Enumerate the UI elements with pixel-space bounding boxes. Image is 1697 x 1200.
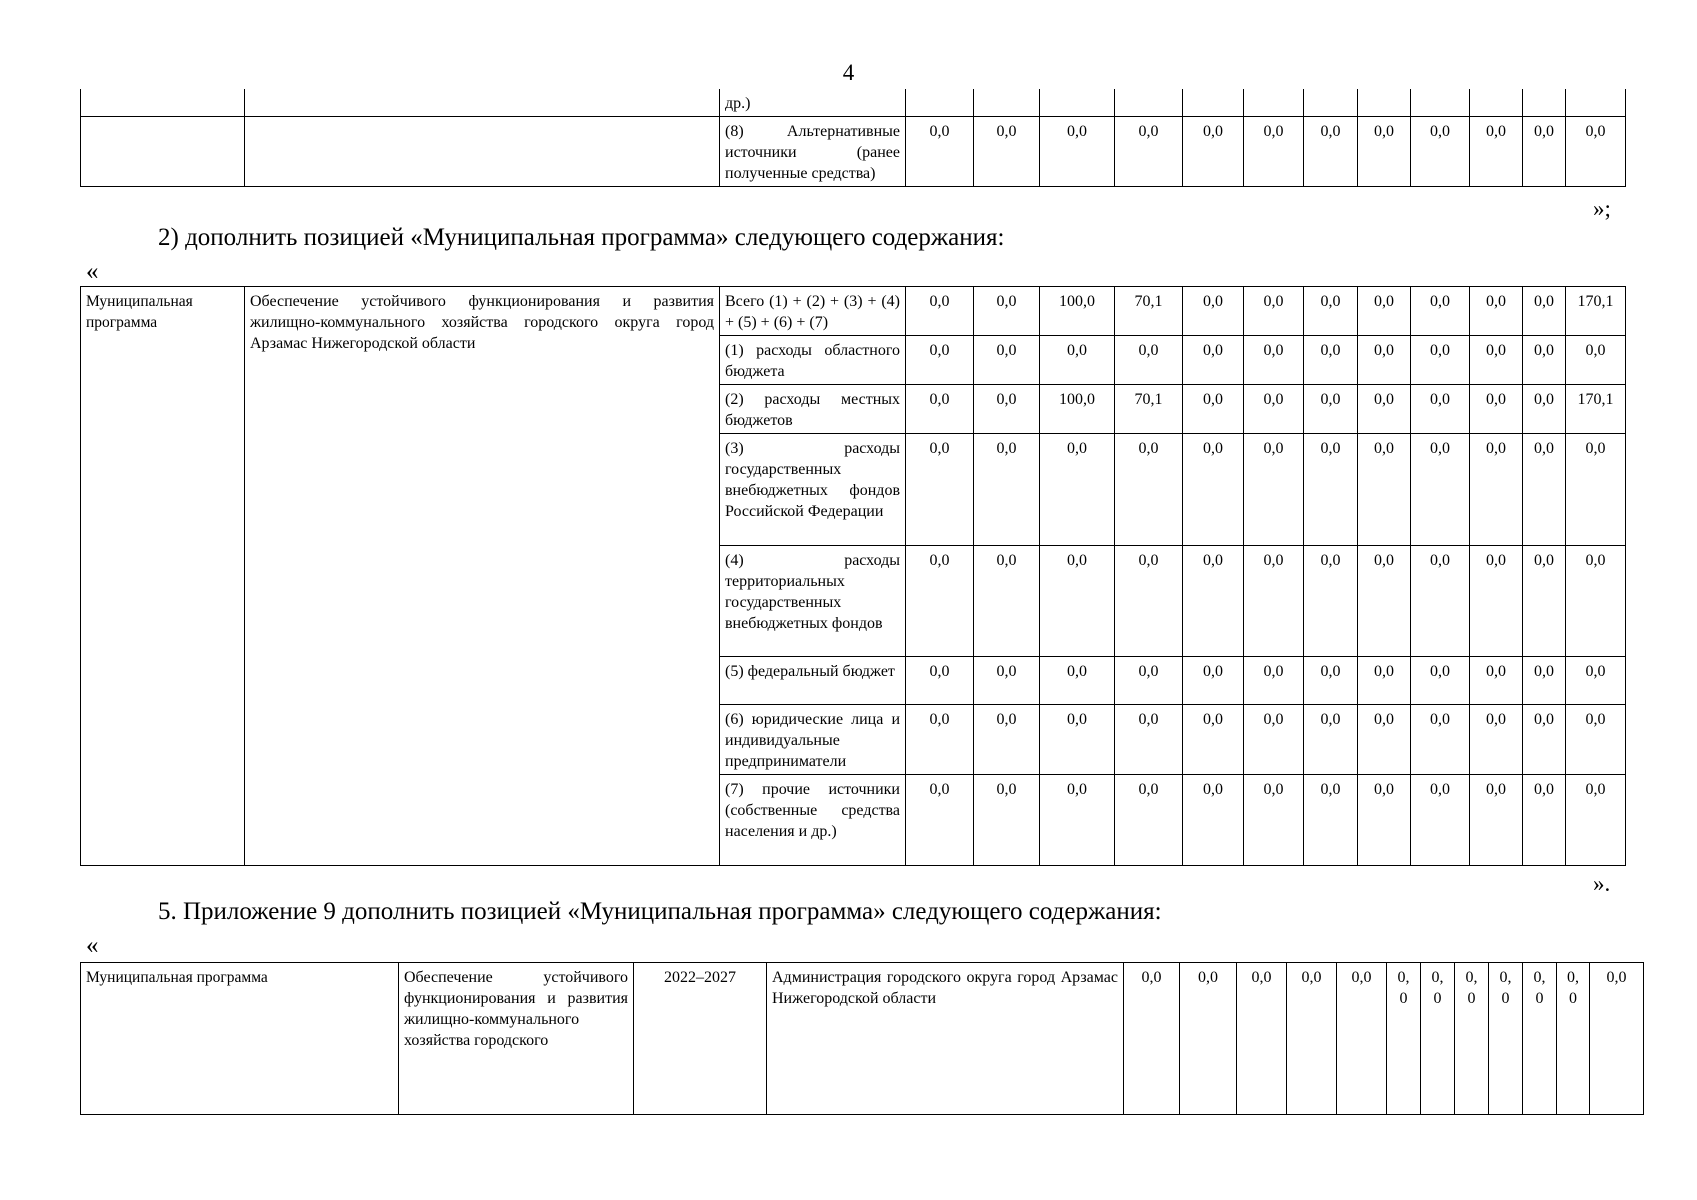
value-cell: 0,0	[974, 775, 1040, 866]
value-cell	[1244, 89, 1304, 117]
value-cell: 0,0	[1115, 657, 1183, 705]
value-cell: 0,0	[906, 775, 974, 866]
value-cell: 0,0	[1470, 385, 1523, 434]
value-cell: 0,0	[1237, 963, 1287, 1115]
value-cell: 0,0	[1180, 963, 1237, 1115]
value-cell: 0,0	[1566, 775, 1626, 866]
value-cell: 0,0	[1244, 775, 1304, 866]
value-cell: 0,0	[1523, 117, 1566, 187]
value-cell	[1358, 89, 1411, 117]
value-cell: 0,0	[1115, 117, 1183, 187]
value-cell: 0,0	[1523, 287, 1566, 336]
program-status: Муниципальная программа	[81, 963, 399, 1115]
table-cell	[81, 89, 245, 117]
value-cell: 0,0	[1523, 434, 1566, 546]
value-cell: 0,0	[1040, 434, 1115, 546]
value-cell: 0,0	[1470, 546, 1523, 657]
value-cell: 0,0	[1358, 546, 1411, 657]
value-cell: 0,0	[1244, 117, 1304, 187]
value-cell: 0,0	[1590, 963, 1644, 1115]
value-cell: 0,0	[1304, 385, 1358, 434]
value-cell	[1183, 89, 1244, 117]
value-cell: 0,0	[1470, 117, 1523, 187]
value-cell: 0,0	[1523, 705, 1566, 775]
value-cell: 70,1	[1115, 385, 1183, 434]
value-cell: 0,0	[906, 385, 974, 434]
value-cell: 0,0	[1411, 705, 1470, 775]
value-part: 0	[1467, 990, 1476, 1007]
program-name: Обеспечение устойчивого функционирования и развития жилищно-коммунального хозяйства городского округа город Арзамас Нижегородской области	[245, 287, 720, 866]
source-label: (1) расходы областного бюджета	[720, 336, 906, 385]
value-cell: 0,0	[1040, 657, 1115, 705]
value-cell: 0,0	[1566, 434, 1626, 546]
value-cell: 0,0	[1304, 705, 1358, 775]
value-cell: 0,0	[974, 117, 1040, 187]
value-cell: 0,0	[1040, 775, 1115, 866]
opening-quote: «	[86, 932, 99, 959]
closing-quote: ».	[1593, 871, 1611, 896]
value-cell: 0,0	[1470, 434, 1523, 546]
value-cell: 0,0	[1183, 385, 1244, 434]
value-cell: 0,0	[1244, 546, 1304, 657]
value-cell: 0,0	[1566, 705, 1626, 775]
value-cell: 0,0	[1523, 657, 1566, 705]
value-cell: 0,0	[1183, 434, 1244, 546]
value-cell: 0,0	[974, 657, 1040, 705]
value-cell: 0,0	[1304, 775, 1358, 866]
value-cell: 0,0	[1470, 775, 1523, 866]
value-cell: 0,0	[906, 546, 974, 657]
value-cell: 0,0	[1183, 546, 1244, 657]
value-cell: 0,0	[1566, 657, 1626, 705]
value-cell: 0,0	[1244, 336, 1304, 385]
value-cell	[1470, 89, 1523, 117]
value-cell: 0,0	[1244, 287, 1304, 336]
value-cell: 100,0	[1040, 385, 1115, 434]
value-cell: 0,0	[906, 705, 974, 775]
value-part: 0,	[1567, 969, 1579, 986]
value-cell	[1304, 89, 1358, 117]
value-cell	[974, 89, 1040, 117]
value-part: 0	[1399, 990, 1408, 1007]
value-cell: 0,0	[1183, 117, 1244, 187]
value-cell	[1455, 963, 1489, 1115]
program-name: Обеспечение устойчивого функционирования и развития жилищно-коммунального хозяйства городского	[399, 963, 634, 1115]
value-cell: 0,0	[1358, 434, 1411, 546]
value-cell: 0,0	[1411, 775, 1470, 866]
value-part: 0,	[1431, 969, 1444, 986]
value-cell	[1523, 963, 1557, 1115]
value-cell: 0,0	[1470, 287, 1523, 336]
value-cell: 0,0	[1124, 963, 1180, 1115]
value-cell: 0,0	[1244, 705, 1304, 775]
value-cell: 0,0	[1470, 336, 1523, 385]
value-cell: 0,0	[1115, 434, 1183, 546]
table-row	[81, 117, 1626, 187]
value-cell	[1489, 963, 1523, 1115]
value-cell: 0,0	[906, 336, 974, 385]
value-cell	[1115, 89, 1183, 117]
value-cell: 0,0	[1304, 117, 1358, 187]
value-part: 0	[1569, 990, 1577, 1007]
value-cell: 170,1	[1566, 385, 1626, 434]
table-appendix-9-program	[80, 962, 1644, 1115]
value-cell: 0,0	[1411, 117, 1470, 187]
value-cell	[1421, 963, 1455, 1115]
value-cell: 0,0	[1470, 705, 1523, 775]
source-label: (7) прочие источники (собственные средства населения и др.)	[720, 775, 906, 866]
value-cell: 0,0	[1566, 117, 1626, 187]
value-cell	[1040, 89, 1115, 117]
table-municipal-program-funding	[80, 286, 1626, 866]
page-number: 4	[842, 60, 855, 85]
value-part: 0,	[1465, 969, 1478, 986]
value-cell: 0,0	[1183, 287, 1244, 336]
value-part: 0,	[1499, 969, 1512, 986]
value-part: 0	[1535, 990, 1544, 1007]
value-cell: 0,0	[1040, 546, 1115, 657]
value-cell: 0,0	[1304, 287, 1358, 336]
value-part: 0,	[1533, 969, 1546, 986]
value-cell: 0,0	[1411, 385, 1470, 434]
value-cell: 0,0	[1337, 963, 1387, 1115]
value-cell: 0,0	[1115, 336, 1183, 385]
value-cell: 0,0	[1358, 336, 1411, 385]
source-label: (4) расходы территориальных государственных внебюджетных фондов	[720, 546, 906, 657]
value-cell: 0,0	[974, 287, 1040, 336]
value-cell: 0,0	[974, 336, 1040, 385]
value-part: 0	[1501, 990, 1510, 1007]
value-cell: 0,0	[1115, 705, 1183, 775]
value-cell: 0,0	[1411, 434, 1470, 546]
value-cell	[1523, 89, 1566, 117]
value-cell	[1411, 89, 1470, 117]
source-label: др.)	[720, 89, 906, 117]
table-row	[81, 287, 1626, 336]
value-cell: 0,0	[1244, 385, 1304, 434]
value-cell: 0,0	[1566, 546, 1626, 657]
value-cell: 0,0	[974, 385, 1040, 434]
value-cell: 0,0	[1040, 705, 1115, 775]
value-part: 0,	[1397, 969, 1410, 986]
value-cell: 0,0	[1304, 434, 1358, 546]
value-cell: 0,0	[1183, 775, 1244, 866]
value-cell: 0,0	[1287, 963, 1337, 1115]
table-row	[81, 963, 1644, 1115]
value-cell: 0,0	[1358, 117, 1411, 187]
table-row	[81, 89, 1626, 117]
value-cell: 0,0	[906, 117, 974, 187]
paragraph-2: 2) дополнить позицией «Муниципальная программа» следующего содержания:	[158, 224, 1005, 251]
program-status: Муниципальная программа	[81, 287, 245, 866]
value-part: 0	[1433, 990, 1442, 1007]
value-cell: 0,0	[906, 434, 974, 546]
value-cell: 0,0	[1470, 657, 1523, 705]
value-cell: 0,0	[1304, 546, 1358, 657]
value-cell: 0,0	[1358, 657, 1411, 705]
value-cell: 0,0	[1566, 336, 1626, 385]
value-cell	[906, 89, 974, 117]
value-cell: 0,0	[1411, 336, 1470, 385]
value-cell: 0,0	[906, 657, 974, 705]
value-cell: 0,0	[1244, 434, 1304, 546]
value-cell: 0,0	[1411, 546, 1470, 657]
table-cell	[81, 117, 245, 187]
value-cell: 100,0	[1040, 287, 1115, 336]
source-label: (6) юридические лица и индивидуальные предприниматели	[720, 705, 906, 775]
value-cell: 0,0	[974, 705, 1040, 775]
value-cell: 170,1	[1566, 287, 1626, 336]
opening-quote: «	[86, 258, 99, 285]
value-cell: 70,1	[1115, 287, 1183, 336]
paragraph-5: 5. Приложение 9 дополнить позицией «Муниципальная программа» следующего содержания:	[158, 898, 1162, 925]
value-cell: 0,0	[1523, 336, 1566, 385]
value-cell: 0,0	[1115, 775, 1183, 866]
value-cell	[1387, 963, 1421, 1115]
value-cell	[1557, 963, 1590, 1115]
source-label: Всего (1) + (2) + (3) + (4) + (5) + (6) + (7)	[720, 287, 906, 336]
source-label: (5) федеральный бюджет	[720, 657, 906, 705]
value-cell: 0,0	[1523, 775, 1566, 866]
value-cell: 0,0	[1304, 657, 1358, 705]
value-cell: 0,0	[1358, 385, 1411, 434]
value-cell: 0,0	[1358, 287, 1411, 336]
closing-quote: »;	[1593, 196, 1611, 221]
value-cell: 0,0	[1183, 336, 1244, 385]
source-label: (8) Альтернативные источники (ранее полученные средства)	[720, 117, 906, 187]
value-cell: 0,0	[1523, 546, 1566, 657]
value-cell: 0,0	[1244, 657, 1304, 705]
source-label: (2) расходы местных бюджетов	[720, 385, 906, 434]
value-cell: 0,0	[1304, 336, 1358, 385]
table-cell	[245, 89, 720, 117]
value-cell: 0,0	[1523, 385, 1566, 434]
value-cell: 0,0	[1040, 336, 1115, 385]
value-cell: 0,0	[1358, 775, 1411, 866]
value-cell: 0,0	[1411, 287, 1470, 336]
value-cell: 0,0	[1358, 705, 1411, 775]
value-cell: 0,0	[974, 546, 1040, 657]
table-cell	[245, 117, 720, 187]
table-top-continuation	[80, 89, 1626, 187]
value-cell	[1566, 89, 1626, 117]
value-cell: 0,0	[1411, 657, 1470, 705]
value-cell: 0,0	[1183, 657, 1244, 705]
value-cell: 0,0	[1115, 546, 1183, 657]
value-cell: 0,0	[974, 434, 1040, 546]
program-executor: Администрация городского округа город Арзамас Нижегородской области	[767, 963, 1124, 1115]
source-label: (3) расходы государственных внебюджетных фондов Российской Федерации	[720, 434, 906, 546]
value-cell: 0,0	[1040, 117, 1115, 187]
value-cell: 0,0	[906, 287, 974, 336]
program-period: 2022–2027	[634, 963, 767, 1115]
value-cell: 0,0	[1183, 705, 1244, 775]
